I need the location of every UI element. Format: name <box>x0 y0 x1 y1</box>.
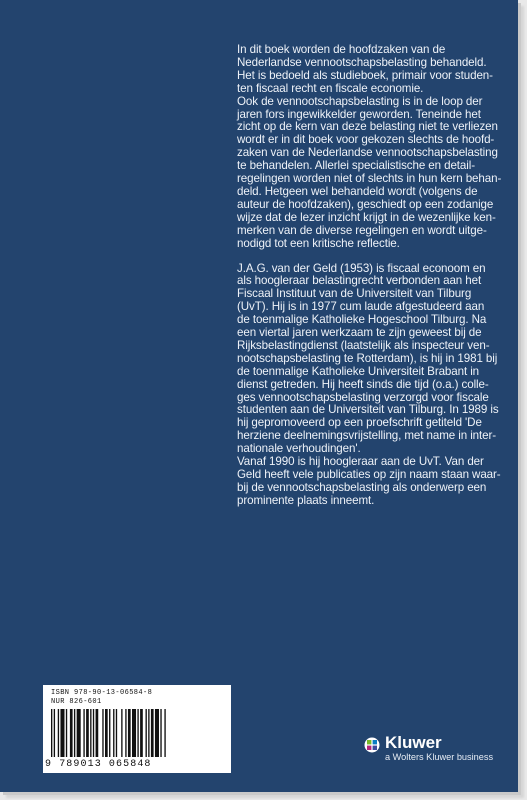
author-bio-line: een viertal jaren werkzaam te zijn geweest bij de <box>237 326 482 340</box>
blurb-line: Ook de vennootschapsbelasting is in de loop der <box>237 94 483 108</box>
blurb-line: zaken van de Nederlandse vennootschapsbelasting <box>237 146 498 160</box>
blurb-line: wordt er in dit boek voor gekozen slechts de hoofd- <box>237 133 495 147</box>
blurb-line: jaren fors ingewikkelder geworden. Teneinde het <box>237 107 481 121</box>
author-bio-line: bij de vennootschapsbelasting als onderwerp een <box>237 480 487 494</box>
paragraph-spacer <box>237 251 509 263</box>
blurb-line: te behandelen. Allerlei specialistische en detail- <box>237 159 475 173</box>
blurb-line: nodigd tot een kritische reflectie. <box>237 236 400 250</box>
nur-code: NUR 826-601 <box>51 698 102 706</box>
barcode-bars <box>51 709 223 757</box>
author-bio-line: studenten aan de Universiteit van Tilburg. In 1989 is <box>237 403 499 417</box>
publisher-tagline: a Wolters Kluwer business <box>385 752 494 762</box>
author-bio-line: Vanaf 1990 is hij hoogleraar aan de UvT. Van der <box>237 455 484 469</box>
author-bio-line: de toenmalige Katholieke Universiteit Brabant in <box>237 364 480 378</box>
author-bio-line: als hoogleraar belastingrecht verbonden aan het <box>237 274 482 288</box>
author-bio-line: Fiscaal Instituut van de Universiteit van Tilburg <box>237 287 472 301</box>
blurb-line: In dit boek worden de hoofdzaken van de <box>237 43 446 56</box>
author-bio-line: herziene deelnemingsvrijstelling, met name in inter- <box>237 429 497 443</box>
barcode-label <box>43 685 231 773</box>
blurb-line: Nederlandse vennootschapsbelasting behandeld. <box>237 55 487 69</box>
author-bio-line: ges vennootschapsbelasting verzorgd voor fiscale <box>237 390 489 404</box>
isbn-number: ISBN 978-90-13-06584-8 <box>51 689 153 697</box>
blurb-line: deld. Hetgeen wel behandeld wordt (volgens de <box>237 184 478 198</box>
author-bio-line: Rijksbelastingdienst (laatstelijk als inspecteur ven- <box>237 338 490 352</box>
author-bio-line: dienst getreden. Hij heeft sinds die tijd (o.a.) colle- <box>237 377 489 391</box>
blurb-line: Het is bedoeld als studieboek, primair voor studen- <box>237 68 493 82</box>
author-bio-line: J.A.G. van der Geld (1953) is fiscaal econoom en <box>237 261 486 275</box>
blurb-line: merken van de diverse regelingen en wordt uitge- <box>237 223 487 237</box>
publisher-name: Kluwer <box>385 733 442 752</box>
author-bio-line: hij gepromoveerd op een proefschrift getiteld 'De <box>237 416 482 430</box>
wolters-kluwer-logo-icon <box>364 737 380 753</box>
back-cover-blurb <box>237 44 509 508</box>
author-bio-line: (UvT). Hij is in 1977 cum laude afgestudeerd aan <box>237 300 485 314</box>
blurb-line: auteur de hoofdzaken), geschiedt op een zodanige <box>237 197 494 211</box>
barcode-digits: 9 789013 065848 <box>45 759 152 770</box>
blurb-line: ten fiscaal recht en fiscale economie. <box>237 81 424 95</box>
blurb-line: regelingen worden niet of slechts in hun kern behan- <box>237 172 502 186</box>
author-bio-line: prominente plaats inneemt. <box>237 493 375 507</box>
blurb-line: wijze dat de lezer inzicht krijgt in de wezenlijke ken- <box>237 210 496 224</box>
author-bio-line: de toenmalige Katholieke Hogeschool Tilburg. Na <box>237 313 487 327</box>
author-bio-line: nootschapsbelasting te Rotterdam), is hij in 1981 bij <box>237 351 498 365</box>
author-bio-line: Geld heeft vele publicaties op zijn naam staan waar- <box>237 468 501 481</box>
blurb-line: zicht op de kern van deze belasting niet te verliezen <box>237 120 498 134</box>
author-bio-line: nationale verhoudingen'. <box>237 442 361 456</box>
